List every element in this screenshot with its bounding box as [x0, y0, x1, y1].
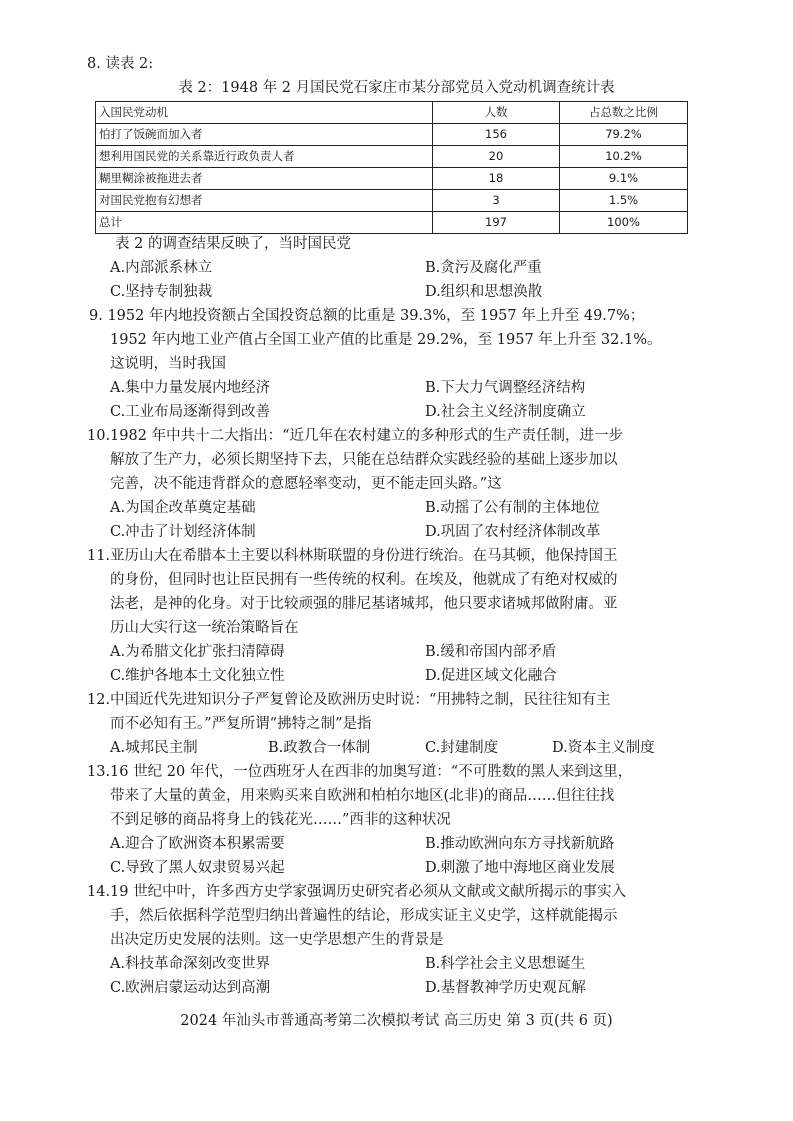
table-cell: 156	[433, 124, 560, 146]
q12-option-a[interactable]: A.城邦民主制	[110, 740, 198, 756]
q9-option-d[interactable]: D.社会主义经济制度确立	[425, 404, 586, 420]
table-cell: 20	[433, 146, 560, 168]
q9-option-a[interactable]: A.集中力量发展内地经济	[110, 380, 271, 396]
q13-line-3: 不到足够的商品将身上的钱花光……”西非的这种状况	[110, 812, 451, 828]
table-cell: 79.2%	[560, 124, 688, 146]
q11-option-c[interactable]: C.维护各地本土文化独立性	[110, 668, 285, 684]
q14-option-d[interactable]: D.基督教神学历史观瓦解	[425, 980, 586, 996]
q10-line-2: 解放了生产力，必须长期坚持下去，只能在总结群众实践经验的基础上逐步加以	[110, 452, 618, 468]
q11-line-4: 历山大实行这一统治策略旨在	[110, 620, 299, 636]
table-row	[96, 168, 688, 190]
q11-line-3: 法老，是神的化身。对于比较顽强的腓尼基诸城邦，他只要求诸城邦做附庸。亚	[110, 596, 618, 612]
q9-option-c[interactable]: C.工业布局逐渐得到改善	[110, 404, 271, 420]
q8-option-c[interactable]: C.坚持专制独裁	[110, 284, 213, 300]
q13-option-a[interactable]: A.迎合了欧洲资本积累需要	[110, 836, 285, 852]
q8-option-a[interactable]: A.内部派系林立	[110, 260, 213, 276]
table-row	[96, 124, 688, 146]
table-title: 表 2：1948 年 2 月国民党石家庄市某分部党员入党动机调查统计表	[178, 80, 615, 96]
q9-line-2: 1952 年内地工业产值占全国工业产值的比重是 29.2%，至 1957 年上升至 32.1%。	[110, 332, 662, 348]
table-cell: 想利用国民党的关系靠近行政负责人者	[96, 146, 433, 168]
q11-line-2: 的身份，但同时也让臣民拥有一些传统的权利。在埃及，他就成了有绝对权威的	[110, 572, 618, 588]
table-cell: 总计	[96, 212, 433, 234]
q8-stem: 表 2 的调查结果反映了，当时国民党	[115, 236, 351, 252]
q14-option-a[interactable]: A.科技革命深刻改变世界	[110, 956, 271, 972]
q12-option-d[interactable]: D.资本主义制度	[552, 740, 655, 756]
q13-option-d[interactable]: D.刺激了地中海地区商业发展	[425, 860, 615, 876]
table-cell: 9.1%	[560, 168, 688, 190]
table-cell: 3	[433, 190, 560, 212]
table-cell: 18	[433, 168, 560, 190]
q10-line-3: 完善，决不能违背群众的意愿轻率变动，更不能走回头路。”这	[110, 476, 502, 492]
table-header-row	[96, 102, 688, 124]
table-row	[96, 190, 688, 212]
table-cell: 10.2%	[560, 146, 688, 168]
q11-option-a[interactable]: A.为希腊文化扩张扫清障碍	[110, 644, 285, 660]
q13-option-b[interactable]: B.推动欧洲向东方寻找新航路	[425, 836, 615, 852]
q12-option-c[interactable]: C.封建制度	[425, 740, 499, 756]
q11-option-b[interactable]: B.缓和帝国内部矛盾	[425, 644, 557, 660]
table-cell: 100%	[560, 212, 688, 234]
table-cell: 197	[433, 212, 560, 234]
q9-option-b[interactable]: B.下大力气调整经济结构	[425, 380, 586, 396]
q13-option-c[interactable]: C.导致了黑人奴隶贸易兴起	[110, 860, 285, 876]
table-cell: 1.5%	[560, 190, 688, 212]
q10-line-1: 10.1982 年中共十二大指出：“近几年在农村建立的多种形式的生产责任制，进一步	[87, 428, 623, 444]
q8-option-d[interactable]: D.组织和思想涣散	[425, 284, 543, 300]
q12-line-1: 12.中国近代先进知识分子严复曾论及欧洲历史时说：“用拂特之制，民往往知有主	[87, 692, 611, 708]
table-cell: 糊里糊涂被拖进去者	[96, 168, 433, 190]
table-row	[96, 212, 688, 234]
page-footer: 2024 年汕头市普通高考第二次模拟考试 高三历史 第 3 页(共 6 页)	[180, 1013, 613, 1029]
q14-option-c[interactable]: C.欧洲启蒙运动达到高潮	[110, 980, 271, 996]
q12-line-2: 而不必知有王。”严复所谓“拂特之制”是指	[110, 716, 372, 732]
table-row	[96, 146, 688, 168]
q8-intro: 8. 读表 2:	[87, 56, 154, 72]
q10-option-d[interactable]: D.巩固了农村经济体制改革	[425, 524, 601, 540]
table-cell: 怕打了饭碗而加入者	[96, 124, 433, 146]
q11-option-d[interactable]: D.促进区域文化融合	[425, 668, 557, 684]
q11-line-1: 11.亚历山大在希腊本土主要以科林斯联盟的身份进行统治。在马其顿，他保持国王	[87, 548, 618, 564]
q14-option-b[interactable]: B.科学社会主义思想诞生	[425, 956, 586, 972]
q12-option-b[interactable]: B.政教合一体制	[268, 740, 371, 756]
q14-line-3: 出决定历史发展的法则。这一史学思想产生的背景是	[110, 932, 444, 948]
table-header-cell: 占总数之比例	[560, 102, 688, 124]
q10-option-c[interactable]: C.冲击了计划经济体制	[110, 524, 256, 540]
q14-line-1: 14.19 世纪中叶，许多西方史学家强调历史研究者必须从文献或文献所揭示的事实入	[87, 884, 627, 900]
survey-table	[95, 101, 688, 234]
table-header-cell: 入国民党动机	[96, 102, 433, 124]
q10-option-b[interactable]: B.动摇了公有制的主体地位	[425, 500, 600, 516]
q8-option-b[interactable]: B.贪污及腐化严重	[425, 260, 542, 276]
q9-line-1: 9. 1952 年内地投资额占全国投资总额的比重是 39.3%，至 1957 年上升至 49.7%；	[89, 308, 645, 324]
table-header-cell: 人数	[433, 102, 560, 124]
q14-line-2: 手，然后依据科学范型归纳出普遍性的结论，形成实证主义史学，这样就能揭示	[110, 908, 618, 924]
q13-line-2: 带来了大量的黄金，用来购买来自欧洲和柏柏尔地区(北非)的商品……但往往找	[110, 788, 615, 804]
q10-option-a[interactable]: A.为国企改革奠定基础	[110, 500, 256, 516]
q13-line-1: 13.16 世纪 20 年代，一位西班牙人在西非的加奥写道：“不可胜数的黑人来到这里，	[87, 764, 633, 780]
table-cell: 对国民党抱有幻想者	[96, 190, 433, 212]
q9-line-3: 这说明，当时我国	[110, 356, 226, 372]
